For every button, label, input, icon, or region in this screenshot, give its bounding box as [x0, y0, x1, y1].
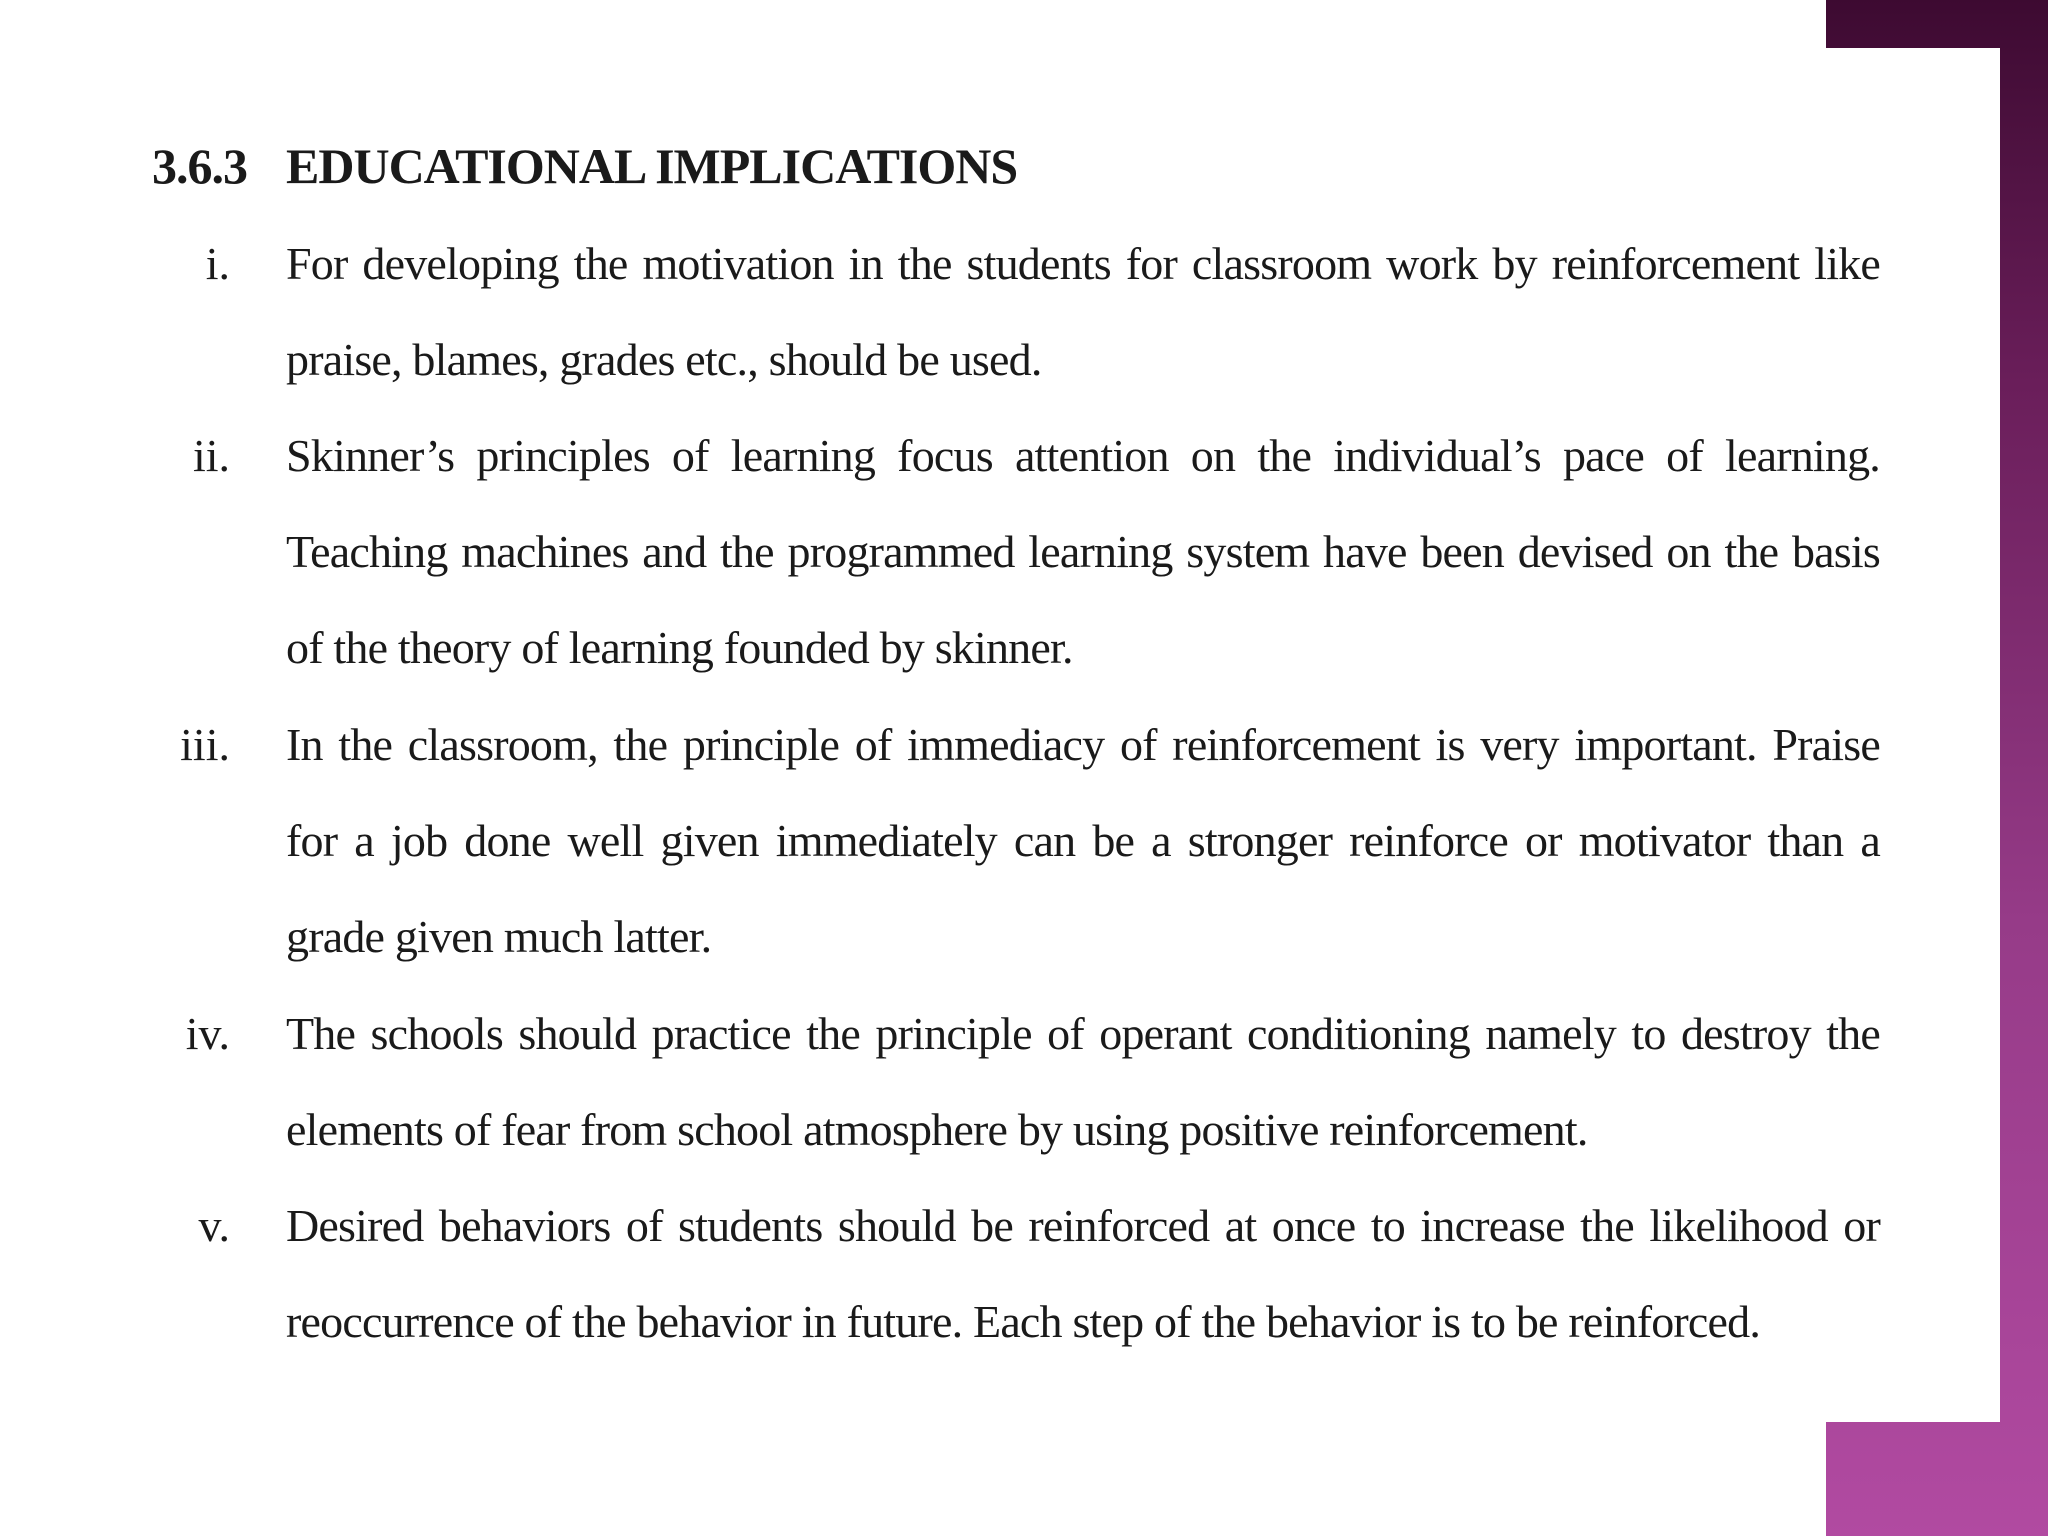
section-number: 3.6.3 [152, 138, 247, 194]
list-item-text: Skinner’s principles of learning focus attention on the individual’s pace of learning. Teaching machines and the programmed learning system have been devised on the basis of the theory of learning founded by skinner. [286, 430, 1880, 673]
list-marker: i. [205, 238, 230, 289]
list-item-text: Desired behaviors of students should be reinforced at once to increase the likelihood or reoccurrence of the behavior in future. Each step of the behavior is to be reinforced. [286, 1200, 1880, 1347]
list-item-text: In the classroom, the principle of immediacy of reinforcement is very important. Praise for a job done well given immediately can be a stronger reinforce or motivator than a grade given much latter. [286, 719, 1880, 962]
list-item-text: For developing the motivation in the students for classroom work by reinforcement like praise, blames, grades etc., should be used. [286, 238, 1880, 385]
list-item-text: The schools should practice the principle of operant conditioning namely to destroy the elements of fear from school atmosphere by using positive reinforcement. [286, 1008, 1880, 1155]
list-marker: ii. [192, 430, 230, 481]
list-marker: iv. [185, 1008, 230, 1059]
section-title: EDUCATIONAL IMPLICATIONS [286, 138, 1018, 194]
section-heading [152, 136, 1017, 196]
list-marker: v. [198, 1200, 230, 1251]
list-marker: iii. [180, 719, 230, 770]
